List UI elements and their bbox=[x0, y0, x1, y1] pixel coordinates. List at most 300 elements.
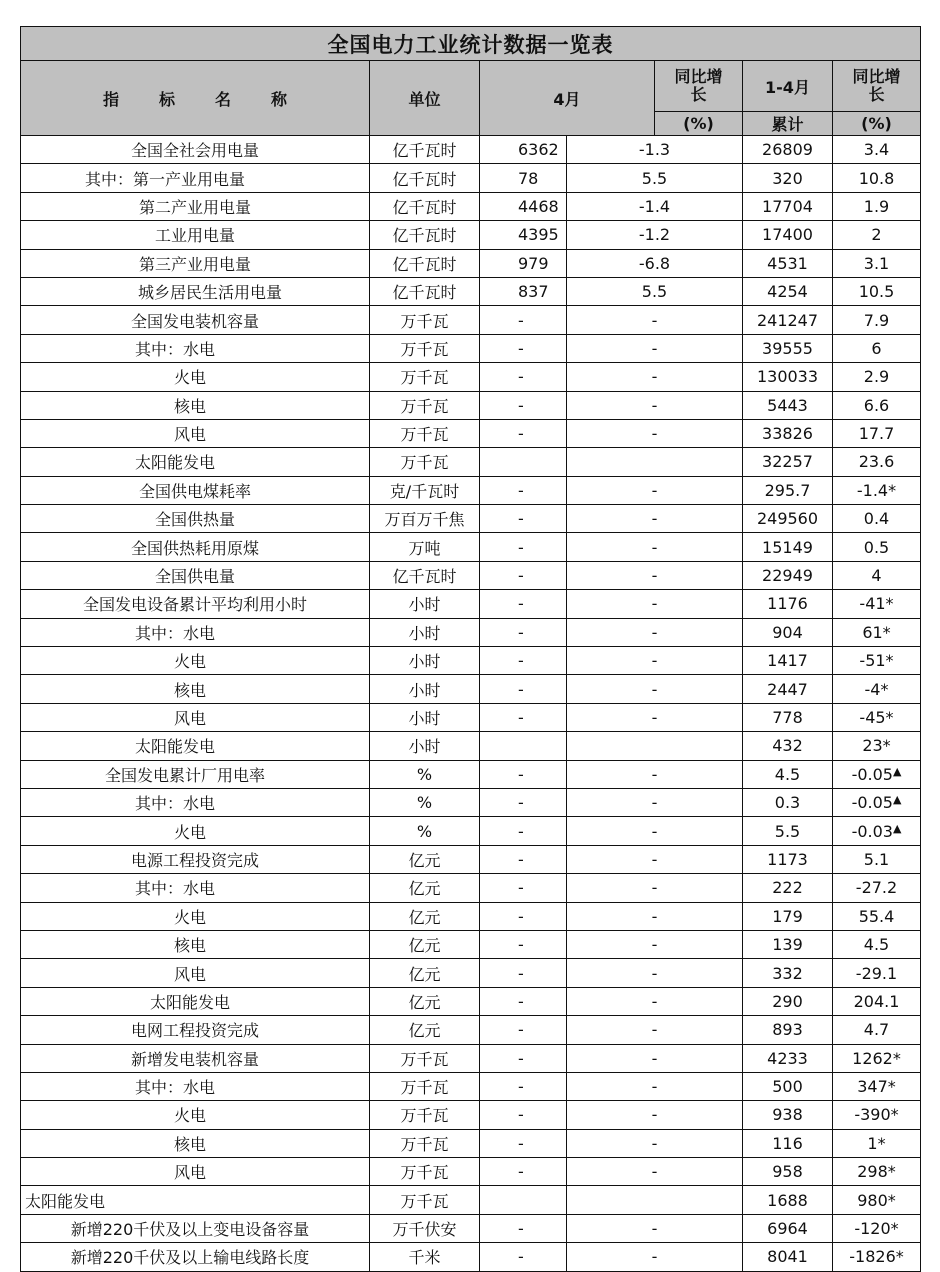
row-ytd-growth bbox=[833, 1016, 921, 1044]
row-ytd-growth-value: 4.5 bbox=[863, 935, 890, 955]
table-row bbox=[21, 874, 921, 902]
row-month-growth: 5.5 bbox=[567, 164, 743, 192]
row-month-growth: - bbox=[567, 1072, 743, 1100]
row-ytd-value: 4531 bbox=[743, 249, 833, 277]
row-ytd-growth bbox=[833, 788, 921, 816]
row-name: 其中：水电 bbox=[21, 1072, 370, 1100]
row-ytd-value: 5443 bbox=[743, 391, 833, 419]
row-month-growth: - bbox=[567, 561, 743, 589]
row-ytd-value: 17400 bbox=[743, 221, 833, 249]
row-ytd-value: 0.3 bbox=[743, 788, 833, 816]
table-row bbox=[21, 192, 921, 220]
row-ytd-growth bbox=[833, 1186, 921, 1214]
row-ytd-growth bbox=[833, 760, 921, 788]
row-ytd-value: 249560 bbox=[743, 505, 833, 533]
table-row bbox=[21, 647, 921, 675]
table-row bbox=[21, 1072, 921, 1100]
row-ytd-growth bbox=[833, 334, 921, 362]
row-ytd-growth-value: -51* bbox=[859, 651, 894, 671]
row-unit: % bbox=[370, 817, 480, 845]
row-ytd-value: 139 bbox=[743, 930, 833, 958]
table-row bbox=[21, 277, 921, 305]
row-ytd-growth bbox=[833, 1044, 921, 1072]
row-ytd-value: 938 bbox=[743, 1101, 833, 1129]
row-unit: 亿元 bbox=[370, 1016, 480, 1044]
row-unit: 小时 bbox=[370, 647, 480, 675]
row-name: 全国供热耗用原煤 bbox=[21, 533, 370, 561]
table-row bbox=[21, 703, 921, 731]
row-month-value: - bbox=[480, 1158, 567, 1186]
row-month-growth: - bbox=[567, 1016, 743, 1044]
row-name: 太阳能发电 bbox=[21, 448, 370, 476]
row-ytd-growth bbox=[833, 618, 921, 646]
row-ytd-value: 22949 bbox=[743, 561, 833, 589]
header-ytd-growth-pct: (%) bbox=[833, 112, 921, 136]
header-month-growth-pct: (%) bbox=[655, 112, 743, 136]
row-name: 火电 bbox=[21, 1101, 370, 1129]
header-month-growth-line2: 长 bbox=[690, 85, 707, 104]
table-row bbox=[21, 363, 921, 391]
row-ytd-growth bbox=[833, 1129, 921, 1157]
row-unit: 万千伏安 bbox=[370, 1214, 480, 1242]
table-row bbox=[21, 1044, 921, 1072]
table-row bbox=[21, 732, 921, 760]
header-name: 指标名称 bbox=[21, 61, 370, 136]
row-month-value: - bbox=[480, 902, 567, 930]
row-ytd-value: 15149 bbox=[743, 533, 833, 561]
table-row bbox=[21, 476, 921, 504]
row-month-value: - bbox=[480, 1044, 567, 1072]
row-ytd-value: 26809 bbox=[743, 136, 833, 164]
row-month-growth: - bbox=[567, 1101, 743, 1129]
table-row bbox=[21, 675, 921, 703]
row-month-growth: - bbox=[567, 419, 743, 447]
row-month-value: - bbox=[480, 930, 567, 958]
row-unit: 亿千瓦时 bbox=[370, 164, 480, 192]
row-ytd-value: 33826 bbox=[743, 419, 833, 447]
row-month-value: - bbox=[480, 675, 567, 703]
table-row bbox=[21, 987, 921, 1015]
table-row bbox=[21, 221, 921, 249]
row-ytd-growth-value: 1262* bbox=[852, 1048, 901, 1068]
row-ytd-growth bbox=[833, 419, 921, 447]
row-ytd-growth bbox=[833, 930, 921, 958]
row-month-growth: - bbox=[567, 1044, 743, 1072]
row-ytd-growth bbox=[833, 675, 921, 703]
row-month-growth: - bbox=[567, 590, 743, 618]
row-ytd-growth-value: 298* bbox=[857, 1162, 896, 1182]
row-ytd-growth bbox=[833, 164, 921, 192]
row-name: 核电 bbox=[21, 675, 370, 703]
row-ytd-value: 32257 bbox=[743, 448, 833, 476]
row-ytd-growth-value: 4 bbox=[871, 566, 882, 586]
row-unit: 亿元 bbox=[370, 874, 480, 902]
row-ytd-value: 222 bbox=[743, 874, 833, 902]
row-ytd-value: 4254 bbox=[743, 277, 833, 305]
row-name: 太阳能发电 bbox=[21, 1186, 370, 1214]
row-ytd-value: 6964 bbox=[743, 1214, 833, 1242]
row-ytd-growth-value: 0.4 bbox=[863, 509, 890, 529]
row-unit: 克/千瓦时 bbox=[370, 476, 480, 504]
row-name: 核电 bbox=[21, 930, 370, 958]
row-name: 其中：水电 bbox=[21, 874, 370, 902]
header-ytd-growth bbox=[833, 61, 921, 112]
header-ytd-growth-line2: 长 bbox=[868, 85, 885, 104]
table-row bbox=[21, 902, 921, 930]
row-month-value: 6362 bbox=[480, 136, 567, 164]
row-unit: 小时 bbox=[370, 703, 480, 731]
row-month-value: - bbox=[480, 1016, 567, 1044]
row-ytd-growth bbox=[833, 306, 921, 334]
row-unit: 亿千瓦时 bbox=[370, 277, 480, 305]
row-ytd-growth-value: 23.6 bbox=[858, 452, 895, 472]
row-month-growth: -6.8 bbox=[567, 249, 743, 277]
row-unit: 万千瓦 bbox=[370, 1044, 480, 1072]
row-ytd-growth-mark: ▲ bbox=[892, 793, 902, 807]
row-month-value: - bbox=[480, 363, 567, 391]
table-row bbox=[21, 419, 921, 447]
header-unit: 单位 bbox=[370, 61, 480, 136]
row-month-growth: - bbox=[567, 1214, 743, 1242]
row-ytd-growth bbox=[833, 533, 921, 561]
row-ytd-growth-value: 204.1 bbox=[853, 991, 900, 1011]
row-month-growth: - bbox=[567, 760, 743, 788]
row-month-value bbox=[480, 1186, 567, 1214]
row-ytd-growth bbox=[833, 391, 921, 419]
row-unit: 万千瓦 bbox=[370, 419, 480, 447]
row-month-value: - bbox=[480, 703, 567, 731]
row-unit: 亿元 bbox=[370, 987, 480, 1015]
row-ytd-value: 1688 bbox=[743, 1186, 833, 1214]
row-ytd-growth-value: -0.05 bbox=[851, 764, 893, 784]
row-month-growth: - bbox=[567, 845, 743, 873]
header-month-growth-line1: 同比增 bbox=[674, 67, 723, 86]
row-month-value: - bbox=[480, 419, 567, 447]
row-name: 城乡居民生活用电量 bbox=[21, 277, 370, 305]
row-month-value: - bbox=[480, 505, 567, 533]
row-month-growth: - bbox=[567, 1158, 743, 1186]
row-unit: 千米 bbox=[370, 1243, 480, 1271]
row-month-value: - bbox=[480, 1129, 567, 1157]
row-month-value: - bbox=[480, 760, 567, 788]
row-month-value: 4468 bbox=[480, 192, 567, 220]
table-row bbox=[21, 533, 921, 561]
row-unit: 万千瓦 bbox=[370, 1101, 480, 1129]
table-row bbox=[21, 845, 921, 873]
row-unit: 亿千瓦时 bbox=[370, 136, 480, 164]
row-ytd-growth-mark: ▲ bbox=[892, 821, 902, 835]
row-ytd-growth-value: 1* bbox=[867, 1133, 886, 1153]
row-unit: 亿千瓦时 bbox=[370, 192, 480, 220]
table-row bbox=[21, 448, 921, 476]
row-ytd-growth bbox=[833, 363, 921, 391]
table-row bbox=[21, 590, 921, 618]
row-ytd-growth-value: -120* bbox=[854, 1219, 899, 1239]
row-month-value: - bbox=[480, 334, 567, 362]
row-month-growth: -1.2 bbox=[567, 221, 743, 249]
row-month-value: - bbox=[480, 788, 567, 816]
row-ytd-growth bbox=[833, 136, 921, 164]
row-unit: 万千瓦 bbox=[370, 1158, 480, 1186]
row-ytd-growth-value: -0.03 bbox=[851, 821, 893, 841]
row-ytd-growth-value: -0.05 bbox=[851, 793, 893, 813]
row-month-growth: - bbox=[567, 391, 743, 419]
row-ytd-growth-value: -4* bbox=[864, 679, 889, 699]
table-row bbox=[21, 1214, 921, 1242]
row-name: 全国发电累计厂用电率 bbox=[21, 760, 370, 788]
row-ytd-growth-value: 1.9 bbox=[863, 196, 890, 216]
row-month-value: - bbox=[480, 845, 567, 873]
row-ytd-value: 295.7 bbox=[743, 476, 833, 504]
row-ytd-growth-value: 10.8 bbox=[858, 168, 895, 188]
row-month-value: 4395 bbox=[480, 221, 567, 249]
row-month-growth: - bbox=[567, 476, 743, 504]
row-month-growth: - bbox=[567, 647, 743, 675]
row-unit: 小时 bbox=[370, 618, 480, 646]
table-row bbox=[21, 136, 921, 164]
row-ytd-value: 290 bbox=[743, 987, 833, 1015]
row-ytd-growth-value: -1826* bbox=[849, 1247, 904, 1267]
row-name: 电源工程投资完成 bbox=[21, 845, 370, 873]
row-name: 火电 bbox=[21, 817, 370, 845]
row-ytd-value: 332 bbox=[743, 959, 833, 987]
table-row bbox=[21, 1016, 921, 1044]
row-month-value: - bbox=[480, 874, 567, 902]
row-ytd-growth bbox=[833, 249, 921, 277]
row-ytd-value: 904 bbox=[743, 618, 833, 646]
row-ytd-growth bbox=[833, 732, 921, 760]
row-name: 全国供热量 bbox=[21, 505, 370, 533]
row-name: 全国发电装机容量 bbox=[21, 306, 370, 334]
row-ytd-growth-value: 4.7 bbox=[863, 1020, 890, 1040]
table-row bbox=[21, 1129, 921, 1157]
row-name: 第三产业用电量 bbox=[21, 249, 370, 277]
row-ytd-value: 179 bbox=[743, 902, 833, 930]
row-month-growth: - bbox=[567, 788, 743, 816]
row-ytd-value: 1417 bbox=[743, 647, 833, 675]
row-name: 其中：第一产业用电量 bbox=[21, 164, 370, 192]
table-row bbox=[21, 249, 921, 277]
row-name: 风电 bbox=[21, 959, 370, 987]
row-unit: 万千瓦 bbox=[370, 1129, 480, 1157]
row-month-growth: - bbox=[567, 817, 743, 845]
row-ytd-growth-value: 6.6 bbox=[863, 395, 890, 415]
row-unit: 万千瓦 bbox=[370, 306, 480, 334]
table-row bbox=[21, 1101, 921, 1129]
row-month-value: - bbox=[480, 1243, 567, 1271]
row-ytd-value: 320 bbox=[743, 164, 833, 192]
row-ytd-growth bbox=[833, 1158, 921, 1186]
row-ytd-value: 432 bbox=[743, 732, 833, 760]
row-name: 其中：水电 bbox=[21, 618, 370, 646]
table-row bbox=[21, 817, 921, 845]
header-month-growth bbox=[655, 61, 743, 112]
row-ytd-value: 4233 bbox=[743, 1044, 833, 1072]
row-month-growth bbox=[567, 732, 743, 760]
row-unit: 亿元 bbox=[370, 959, 480, 987]
table-title: 全国电力工业统计数据一览表 bbox=[21, 27, 921, 61]
row-month-value: 979 bbox=[480, 249, 567, 277]
row-ytd-value: 241247 bbox=[743, 306, 833, 334]
row-unit: 万千瓦 bbox=[370, 363, 480, 391]
table-row bbox=[21, 959, 921, 987]
row-month-value: 837 bbox=[480, 277, 567, 305]
row-unit: 万千瓦 bbox=[370, 1072, 480, 1100]
row-name: 全国发电设备累计平均利用小时 bbox=[21, 590, 370, 618]
row-month-growth: - bbox=[567, 618, 743, 646]
row-name: 核电 bbox=[21, 1129, 370, 1157]
row-ytd-growth-value: 0.5 bbox=[863, 537, 890, 557]
row-ytd-growth-value: 3.1 bbox=[863, 253, 890, 273]
row-ytd-value: 130033 bbox=[743, 363, 833, 391]
row-ytd-value: 893 bbox=[743, 1016, 833, 1044]
row-unit: 万千瓦 bbox=[370, 391, 480, 419]
row-month-value: - bbox=[480, 987, 567, 1015]
row-ytd-growth-value: 6 bbox=[871, 338, 882, 358]
row-month-growth: - bbox=[567, 1243, 743, 1271]
table-row bbox=[21, 306, 921, 334]
row-month-value: - bbox=[480, 817, 567, 845]
row-ytd-value: 8041 bbox=[743, 1243, 833, 1271]
row-unit: % bbox=[370, 760, 480, 788]
table-row bbox=[21, 334, 921, 362]
row-unit: 万千瓦 bbox=[370, 1186, 480, 1214]
row-ytd-value: 17704 bbox=[743, 192, 833, 220]
row-unit: 亿千瓦时 bbox=[370, 221, 480, 249]
row-ytd-growth-value: 980* bbox=[857, 1190, 896, 1210]
row-name: 火电 bbox=[21, 902, 370, 930]
row-ytd-value: 1176 bbox=[743, 590, 833, 618]
row-ytd-growth-mark: ▲ bbox=[892, 764, 902, 778]
row-ytd-growth bbox=[833, 1072, 921, 1100]
row-name: 火电 bbox=[21, 647, 370, 675]
row-name: 风电 bbox=[21, 1158, 370, 1186]
row-name: 风电 bbox=[21, 703, 370, 731]
row-ytd-growth-value: 61* bbox=[862, 622, 891, 642]
row-ytd-growth bbox=[833, 448, 921, 476]
row-name: 太阳能发电 bbox=[21, 732, 370, 760]
title-row bbox=[21, 27, 921, 61]
row-unit: 小时 bbox=[370, 590, 480, 618]
row-name: 工业用电量 bbox=[21, 221, 370, 249]
header-ytd-cumulative: 累计 bbox=[743, 112, 833, 136]
row-month-value: 78 bbox=[480, 164, 567, 192]
row-month-growth: - bbox=[567, 363, 743, 391]
row-ytd-growth-value: 3.4 bbox=[863, 140, 890, 160]
row-name: 电网工程投资完成 bbox=[21, 1016, 370, 1044]
row-ytd-value: 778 bbox=[743, 703, 833, 731]
table-body bbox=[21, 136, 921, 1272]
row-ytd-value: 39555 bbox=[743, 334, 833, 362]
row-month-growth bbox=[567, 448, 743, 476]
row-month-growth: - bbox=[567, 533, 743, 561]
row-ytd-growth-value: 5.1 bbox=[863, 849, 890, 869]
row-unit: 万百万千焦 bbox=[370, 505, 480, 533]
row-month-growth: - bbox=[567, 505, 743, 533]
row-month-growth: - bbox=[567, 930, 743, 958]
table-row bbox=[21, 1186, 921, 1214]
row-month-growth: - bbox=[567, 959, 743, 987]
row-month-value: - bbox=[480, 590, 567, 618]
row-ytd-growth-value: -41* bbox=[859, 594, 894, 614]
row-month-growth: -1.3 bbox=[567, 136, 743, 164]
row-name: 太阳能发电 bbox=[21, 987, 370, 1015]
row-ytd-growth bbox=[833, 703, 921, 731]
row-name: 全国全社会用电量 bbox=[21, 136, 370, 164]
row-ytd-value: 4.5 bbox=[743, 760, 833, 788]
row-month-growth: -1.4 bbox=[567, 192, 743, 220]
row-ytd-growth-value: 55.4 bbox=[858, 906, 895, 926]
table-row bbox=[21, 391, 921, 419]
row-month-value: - bbox=[480, 306, 567, 334]
statistics-table-sheet bbox=[20, 26, 920, 1268]
row-name: 核电 bbox=[21, 391, 370, 419]
row-ytd-growth bbox=[833, 902, 921, 930]
row-ytd-growth-value: 23* bbox=[862, 736, 891, 756]
row-ytd-growth bbox=[833, 1243, 921, 1271]
row-name: 全国供电量 bbox=[21, 561, 370, 589]
table-row bbox=[21, 788, 921, 816]
row-ytd-value: 5.5 bbox=[743, 817, 833, 845]
row-ytd-growth bbox=[833, 845, 921, 873]
row-ytd-growth bbox=[833, 505, 921, 533]
header-row bbox=[21, 61, 921, 112]
row-ytd-value: 958 bbox=[743, 1158, 833, 1186]
row-ytd-growth-value: 2 bbox=[871, 225, 882, 245]
row-ytd-growth-value: -27.2 bbox=[855, 878, 898, 898]
row-ytd-growth bbox=[833, 476, 921, 504]
row-name: 全国供电煤耗率 bbox=[21, 476, 370, 504]
table-row bbox=[21, 1158, 921, 1186]
row-unit: 亿元 bbox=[370, 845, 480, 873]
row-month-value: - bbox=[480, 533, 567, 561]
row-unit: 小时 bbox=[370, 732, 480, 760]
row-ytd-growth bbox=[833, 192, 921, 220]
table-row bbox=[21, 930, 921, 958]
row-ytd-growth bbox=[833, 561, 921, 589]
row-month-growth: 5.5 bbox=[567, 277, 743, 305]
row-name: 新增发电装机容量 bbox=[21, 1044, 370, 1072]
row-month-value: - bbox=[480, 476, 567, 504]
row-month-value: - bbox=[480, 391, 567, 419]
row-month-growth bbox=[567, 1186, 743, 1214]
row-ytd-growth bbox=[833, 277, 921, 305]
row-ytd-growth-value: 17.7 bbox=[858, 424, 895, 444]
row-ytd-growth bbox=[833, 987, 921, 1015]
row-unit: % bbox=[370, 788, 480, 816]
row-month-value: - bbox=[480, 1101, 567, 1129]
row-ytd-value: 116 bbox=[743, 1129, 833, 1157]
row-ytd-growth bbox=[833, 874, 921, 902]
table-row bbox=[21, 164, 921, 192]
row-ytd-growth-value: 7.9 bbox=[863, 310, 890, 330]
header-month: 4月 bbox=[480, 61, 655, 136]
row-month-value bbox=[480, 448, 567, 476]
row-month-growth: - bbox=[567, 1129, 743, 1157]
row-ytd-growth bbox=[833, 590, 921, 618]
row-ytd-growth-value: -45* bbox=[859, 708, 894, 727]
table-row bbox=[21, 505, 921, 533]
row-name: 火电 bbox=[21, 363, 370, 391]
row-ytd-growth bbox=[833, 647, 921, 675]
row-unit: 亿元 bbox=[370, 930, 480, 958]
row-month-value: - bbox=[480, 647, 567, 675]
row-month-value: - bbox=[480, 959, 567, 987]
row-ytd-value: 500 bbox=[743, 1072, 833, 1100]
row-month-growth: - bbox=[567, 902, 743, 930]
row-unit: 万千瓦 bbox=[370, 448, 480, 476]
row-ytd-growth-value: -1.4* bbox=[856, 480, 897, 500]
